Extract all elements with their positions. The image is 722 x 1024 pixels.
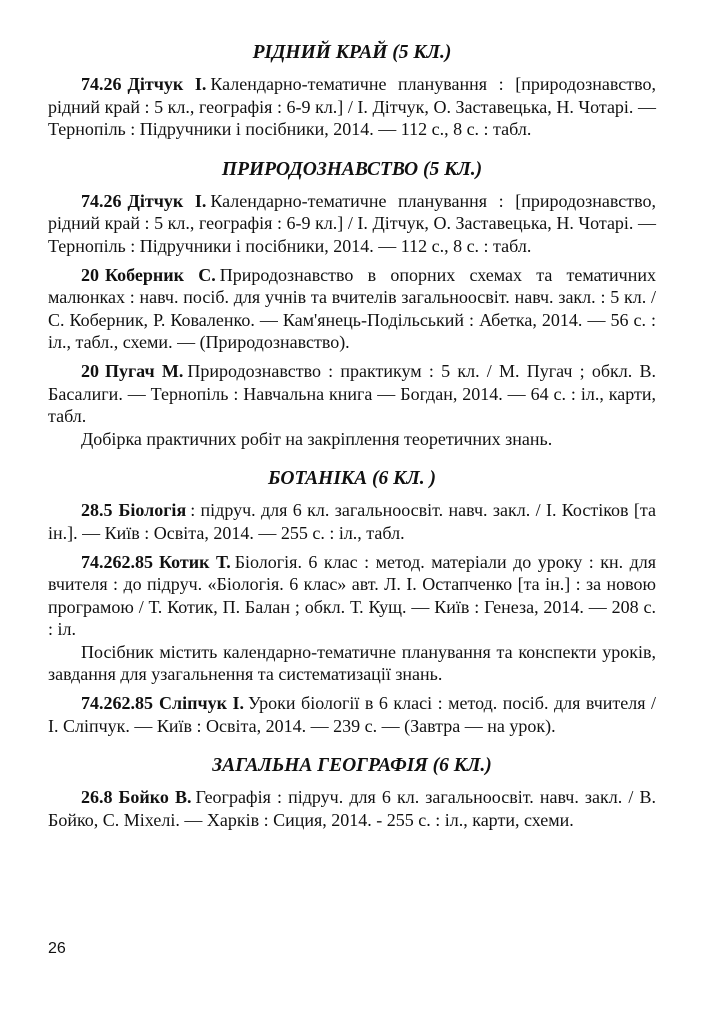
classification-code: 74.262.85 [81,693,153,714]
section-ridnyi-krai [48,40,656,141]
bibliography-entry [48,264,656,354]
classification-code: 28.5 [81,500,113,521]
section-title: РІДНИЙ КРАЙ (5 КЛ.) [252,42,452,63]
classification-code: 74.262.85 [81,551,153,572]
entry-author: Бойко В. [118,787,192,808]
entry-description: Природознавство в опорних схемах та тематичних малюнках : навч. посіб. для учнів та вчителів загальноосвіт. навч. закл. : 5 кл. / С. Коберник, Р. Коваленко. — Кам'янець-Подільський : Абетка, 2014. — 56 с. : іл., табл., схеми. — (Природознавство). [48,264,657,353]
entry-author: Котик Т. [159,551,231,572]
bibliography-entry [48,692,656,737]
entry-author: Дітчук І. [127,74,207,94]
classification-code: 74.26 [81,190,122,211]
entry-description: Календарно-тематичне планування : [природознавство, рідний край : 5 кл., географія : 6-9 кл.] / І. Дітчук, О. Заставецька, Н. Чотарі. — Тернопіль : Підручники і посібники, 2014. — 112 с., 8 с. : табл. [48,74,656,140]
entry-author: Коберник С. [105,264,216,285]
section-zahalna-heohrafiia [48,753,656,831]
entry-author: Дітчук І. [127,190,207,211]
section-title: ПРИРОДОЗНАВСТВО (5 КЛ.) [221,158,483,180]
document-page [48,40,656,837]
entry-annotation: Добірка практичних робіт на закріплення теоретичних знань. [81,428,553,449]
page-number: 26 [48,940,66,957]
entry-description: : підруч. для 6 кл. загальноосвіт. навч. закл. / І. Костіков [та ін.]. — Київ : Освіта, 2014. — 255 с. : іл., табл. [48,500,656,543]
classification-code: 20 [81,360,99,381]
bibliography-entry [48,190,656,258]
entry-description: Біологія. 6 клас : метод. матеріали до уроку : кн. для вчителя : до підруч. «Біологія. 6 клас» авт. Л. І. Остапченко [та ін.] : за новою програмою / Т. Котик, П. Балан ; обкл. Т. Кущ. — Київ : Генеза, 2014. — 208 с. : іл. [48,551,656,640]
entry-description: Календарно-тематичне планування : [природознавство, рідний край : 5 кл., географія : 6-9 кл.] / І. Дітчук, О. Заставецька, Н. Чотарі. — Тернопіль : Підручники і посібники, 2014. — 112 с., 8 с. : табл. [48,190,656,256]
entry-description: Уроки біології в 6 класі : метод. посіб. для вчителя / І. Сліпчук. — Київ : Освіта, 2014. — 239 с. — (Завтра — на урок). [48,693,657,736]
classification-code: 20 [81,264,99,285]
bibliography-entry [48,786,656,831]
entry-description: Географія : підруч. для 6 кл. загальноосвіт. навч. закл. / В. Бойко, С. Міхелі. — Харків : Сиция, 2014. - 255 с. : іл., карти, схеми. [48,787,656,830]
classification-code: 74.26 [81,74,122,94]
entry-description: Природознавство : практикум : 5 кл. / М. Пугач ; обкл. В. Басалиги. — Тернопіль : Навчальна книга — Богдан, 2014. — 64 с. : іл., карти, табл. [48,360,656,427]
entry-annotation: Посібник містить календарно-тематичне планування та конспекти уроків, завдання для узагальнення та систематизації знань. [48,641,656,685]
bibliography-entry [48,551,656,641]
entry-author: Сліпчук І. [159,693,245,714]
bibliography-entry [48,499,656,544]
entry-author: Біологія [118,500,187,521]
entry-author: Пугач М. [105,360,184,381]
classification-code: 26.8 [81,787,113,808]
bibliography-entry [48,73,656,141]
section-pryrodoznavstvo [48,157,656,451]
section-botanika [48,466,656,737]
section-title: ЗАГАЛЬНА ГЕОГРАФІЯ (6 КЛ.) [212,755,492,777]
bibliography-entry [48,360,656,428]
section-title: БОТАНІКА (6 КЛ. ) [268,468,436,490]
